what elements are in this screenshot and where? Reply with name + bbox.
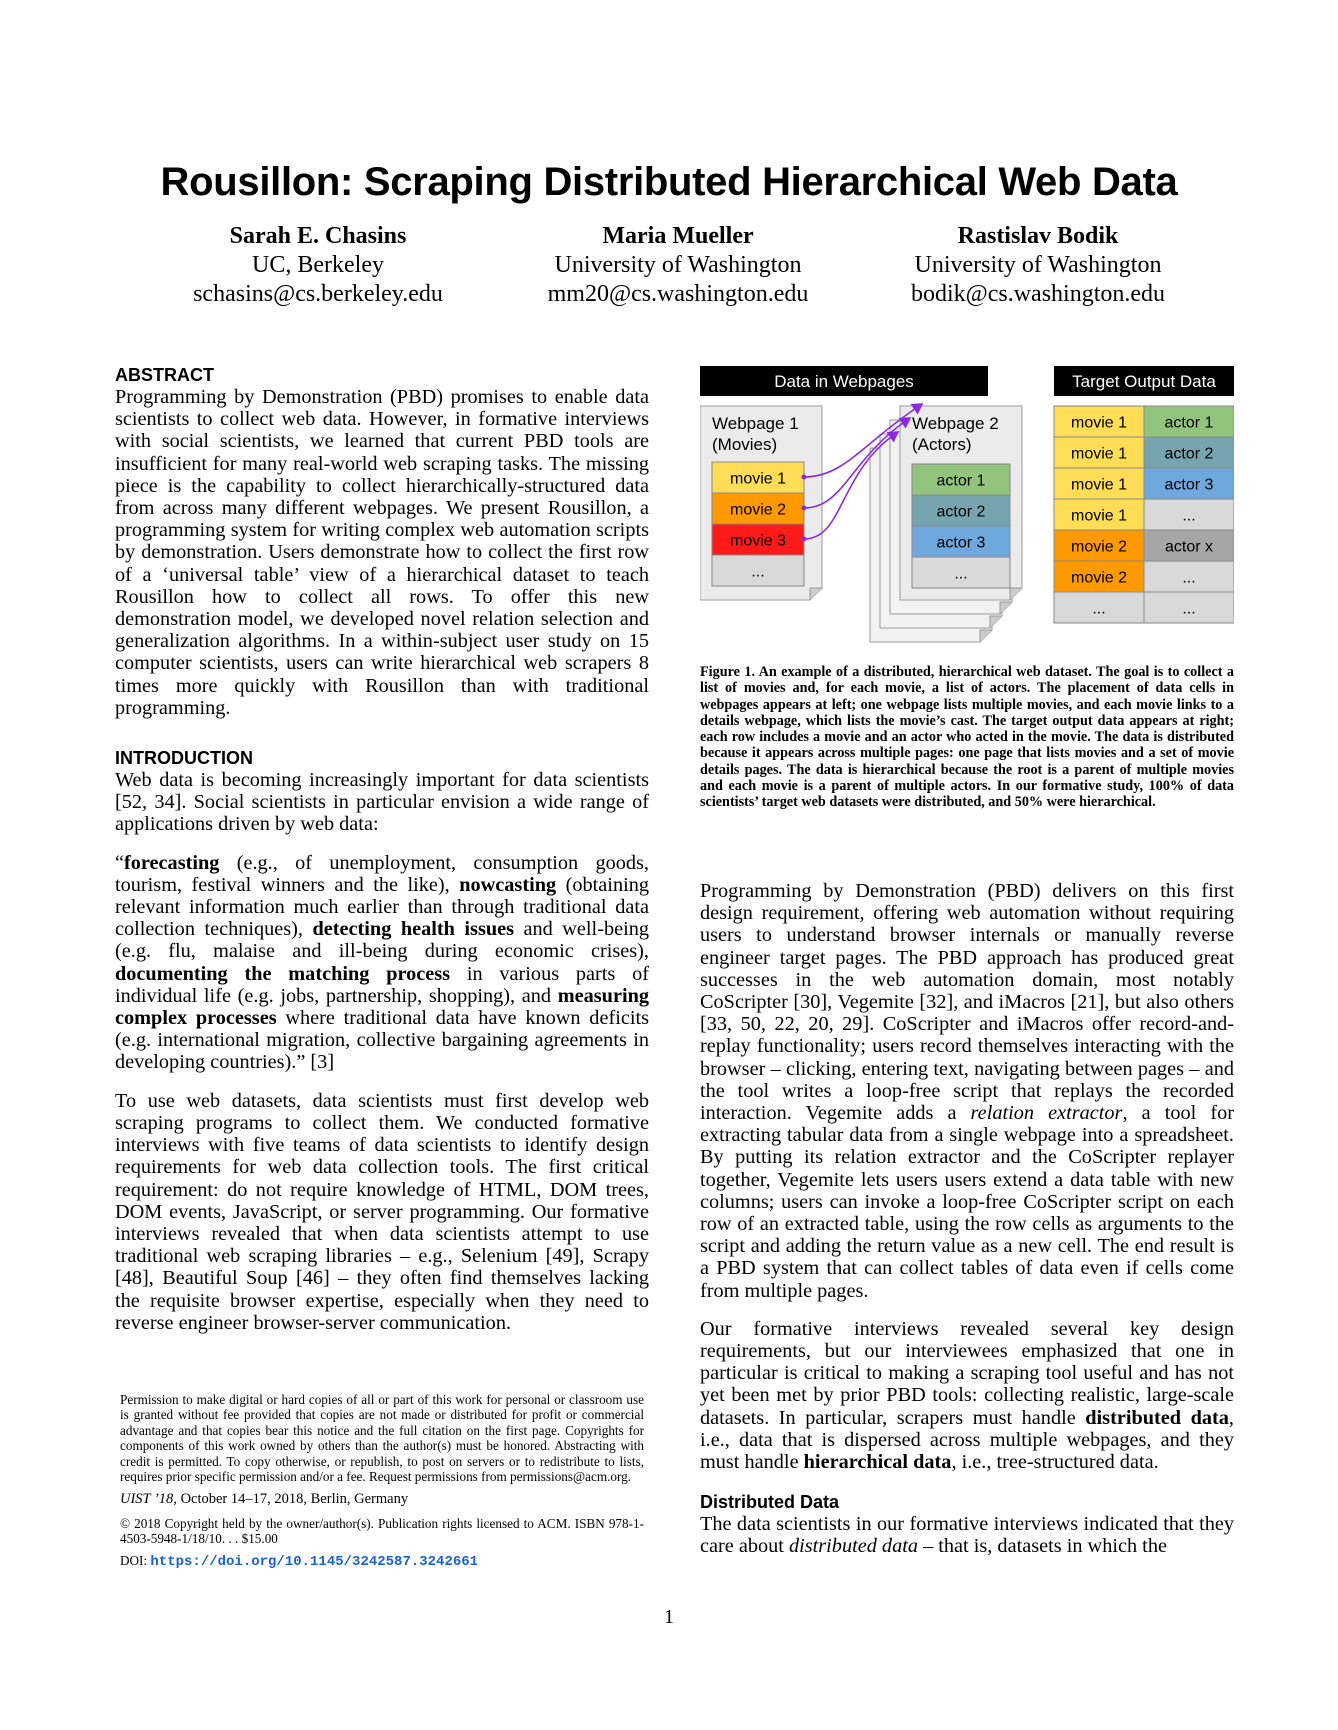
abstract-heading: ABSTRACT <box>115 365 214 385</box>
quote-bold-term: documenting the matching process <box>115 962 451 985</box>
output-actor-cell <box>1144 406 1234 437</box>
output-movie-cell <box>1054 437 1144 468</box>
doi-label: DOI: <box>120 1552 151 1568</box>
actor-cell <box>912 464 1010 495</box>
author-name: Rastislav Bodik <box>957 223 1119 249</box>
output-actor-cell <box>1144 561 1234 592</box>
output-movie-cell <box>1054 499 1144 530</box>
output-actor-cell <box>1144 530 1234 561</box>
author-affiliation: University of Washington <box>554 252 802 278</box>
author-email: mm20@cs.washington.edu <box>547 281 809 307</box>
output-actor-cell-label: ... <box>1182 600 1196 618</box>
quote-bold-term: detecting health issues <box>312 918 515 941</box>
output-movie-cell-label: movie 1 <box>1070 445 1128 463</box>
author-name: Sarah E. Chasins <box>229 223 407 249</box>
doi-line <box>120 1553 644 1570</box>
text-span: Our formative interviews revealed several key design requirements, but our interviewees emphasized that one in particular is critical to making a scraping tool useful and has not yet been met by prior PBD tools: collecting realistic, large-scale datasets. In particular, scrapers must handle <box>700 1317 1234 1429</box>
arrow-start-dot <box>802 506 807 511</box>
venue-name: UIST ’18, <box>120 1491 177 1508</box>
page-fold <box>990 616 1002 628</box>
page-fold <box>810 588 822 600</box>
output-actor-cell-label: actor 3 <box>1164 476 1214 494</box>
quote-text: where traditional data have known deficits (e.g. international migration, collective bargaining agreements in developing countries).” [3] <box>115 1007 649 1074</box>
bold-term: hierarchical data <box>803 1451 952 1474</box>
movie-cell-label: movie 2 <box>729 501 787 519</box>
page-fold <box>1000 602 1012 614</box>
left-header: Data in Webpages <box>774 372 914 391</box>
output-movie-cell-label: movie 1 <box>1070 507 1128 525</box>
left-column <box>115 364 649 1334</box>
actor-cell <box>912 557 1010 588</box>
output-movie-cell-label: movie 1 <box>1070 414 1128 432</box>
intro-paragraph-2: To use web datasets, data scientists must first develop web scraping programs to collect them. We conducted formative interviews with five teams of data scientists to identify design requirements for web data collection tools. The first critical requirement: do not require knowledge of HTML, DOM trees, DOM events, JavaScript, or server programming. Our formative interviews revealed that when data scientists attempt to use traditional web scraping libraries – e.g., Selenium [49], Scrapy [48], Beautiful Soup [46] – they often find themselves lacking the requisite browser expertise, especially when they need to reverse engineer browser-server communication. <box>115 1089 649 1334</box>
permission-block <box>120 1392 644 1570</box>
emphasis: relation extractor <box>970 1102 1123 1125</box>
text-span: , a tool for extracting tabular data from a single webpage into a spreadsheet. By putting its relation extractor and the CoScripter replayer together, Vegemite lets users users extend a data table with new columns; users can invoke a loop-free CoScripter script on each row of an extracted table, using the row cells as arguments to the script and adding the return value as a new cell. The end result is a PBD system that can collect tables of data even if cells come from multiple pages. <box>700 1102 1234 1302</box>
output-movie-cell-label: movie 2 <box>1070 538 1128 556</box>
text-span: The data scientists in our formative interviews indicated that they care about <box>700 1513 1234 1558</box>
author-email: schasins@cs.berkeley.edu <box>193 281 443 307</box>
page-number: 1 <box>664 1606 674 1628</box>
text-span: Programming by Demonstration (PBD) delivers on this first design requirement, offering web automation without requiring users to understand browser internals or manually reverse engineer target pages. The PBD approach has produced great successes in the web automation domain, most notably CoScripter [30], Vegemite [32], and iMacros [21], but also others [33, 50, 22, 20, 29]. CoScripter and iMacros offer record-and-replay functionality; users record themselves interacting with the browser – clicking, entering text, navigating between pages – and the tool writes a loop-free script that replays the recorded interaction. Vegemite adds a <box>700 880 1234 1125</box>
output-movie-cell-label: ... <box>1092 600 1106 618</box>
venue-line <box>120 1492 644 1507</box>
paper-title: Rousillon: Scraping Distributed Hierarchical Web Data <box>160 160 1178 204</box>
arrow-start-dot <box>802 475 807 480</box>
emphasis: distributed data <box>788 1535 918 1558</box>
intro-paragraph-1: Web data is becoming increasingly important for data scientists [52, 34]. Social scientists in particular envision a wide range of applications driven by web data: <box>115 769 649 836</box>
doi-link[interactable]: https://doi.org/10.1145/3242587.3242661 <box>150 1553 479 1570</box>
quote-text: (obtaining relevant information much earlier than through traditional data collection techniques), <box>115 873 649 941</box>
output-movie-cell <box>1054 592 1144 623</box>
output-actor-cell-label: actor 2 <box>1164 445 1214 463</box>
right-paragraph-3 <box>700 1513 1234 1557</box>
text-span: , i.e., data that is dispersed across multiple webpages, and they must handle <box>700 1406 1234 1474</box>
actor-cell-label: ... <box>954 565 968 583</box>
output-movie-cell <box>1054 468 1144 499</box>
bold-term: distributed data <box>1085 1406 1229 1429</box>
text-span: – that is, datasets in which the <box>918 1535 1167 1558</box>
actor-cell-label: actor 2 <box>936 503 986 521</box>
author-block-1 <box>138 222 498 309</box>
figure-1 <box>700 366 1234 648</box>
movie-cell <box>712 462 804 493</box>
right-paragraph-2 <box>700 1318 1234 1473</box>
webpage-2-subtitle: (Actors) <box>912 435 972 454</box>
output-movie-cell <box>1054 406 1144 437</box>
output-actor-cell <box>1144 499 1234 530</box>
output-movie-cell <box>1054 561 1144 592</box>
author-name: Maria Mueller <box>602 223 754 249</box>
actor-cell <box>912 526 1010 557</box>
output-actor-cell <box>1144 592 1234 623</box>
arrow-start-dot <box>802 537 807 542</box>
permission-text: Permission to make digital or hard copies of all or part of this work for personal or classroom use is granted without fee provided that copies are not made or distributed for profit or commercial advantage and that copies bear this notice and the full citation on the first page. Copyrights for components of this work owned by others than the author(s) must be honored. Abstracting with credit is permitted. To copy otherwise, or republish, to post on servers or to redistribute to lists, requires prior specific permission and/or a fee. Request permissions from permissions@acm.org. <box>120 1392 644 1485</box>
right-column <box>700 880 1234 1558</box>
movie-cell <box>712 493 804 524</box>
actor-cells <box>912 464 1010 588</box>
movie-cell <box>712 555 804 586</box>
copyright-text: © 2018 Copyright held by the owner/author(s). Publication rights licensed to ACM. ISBN 978-1-4503-5948-1/18/10. . . $15.00 <box>120 1515 644 1547</box>
movie-cell-label: movie 1 <box>729 470 787 488</box>
page-fold <box>980 630 992 642</box>
author-affiliation: UC, Berkeley <box>252 252 384 278</box>
quote-bold-term: measuring complex processes <box>115 984 649 1030</box>
text-span: , i.e., tree-structured data. <box>951 1451 1159 1474</box>
figure-caption: Figure 1. An example of a distributed, hierarchical web dataset. The goal is to collect a list of movies and, for each movie, a list of actors. The placement of data cells in webpages appears at left; one webpage lists multiple movies, and each movie links to a details webpage, which lists the movie’s cast. The target output data appears at right; each row includes a movie and an actor who acted in the movie. The data is distributed because it appears across multiple pages: one page that lists movies and a set of movie details pages. The data is hierarchical because the root is a parent of multiple movies and each movie is a parent of multiple actors. In our formative study, 100% of data scientists’ target web datasets were distributed, and 50% were hierarchical. <box>700 664 1234 811</box>
actor-cell <box>912 495 1010 526</box>
movie-cell-label: ... <box>751 563 765 581</box>
output-actor-cell <box>1144 437 1234 468</box>
page-fold <box>1010 588 1022 600</box>
quote-text: “ <box>115 851 125 874</box>
output-actor-cell-label: ... <box>1182 569 1196 587</box>
right-paragraph-1 <box>700 880 1234 1302</box>
intro-quote <box>115 852 649 1074</box>
output-movie-cell-label: movie 2 <box>1070 569 1128 587</box>
right-header: Target Output Data <box>1072 372 1216 391</box>
movie-cells <box>712 462 804 586</box>
author-email: bodik@cs.washington.edu <box>910 281 1166 307</box>
webpage-2-title: Webpage 2 <box>912 414 999 433</box>
author-block-3 <box>858 222 1218 309</box>
quote-text: (e.g., of unemployment, consumption goods, tourism, festival winners and the like), <box>115 851 649 896</box>
output-actor-cell-label: ... <box>1182 507 1196 525</box>
output-movie-cell-label: movie 1 <box>1070 476 1128 494</box>
quote-bold-term: nowcasting <box>459 873 557 896</box>
output-actor-cell-label: actor x <box>1164 538 1214 556</box>
output-table <box>1054 406 1234 623</box>
quote-text: in various parts of individual life (e.g. jobs, partnership, shopping), and <box>115 962 649 1007</box>
output-actor-cell <box>1144 468 1234 499</box>
webpage-1-title: Webpage 1 <box>712 414 799 433</box>
quote-text: and well-being (e.g. flu, malaise and ill-being during economic crises), <box>115 918 650 963</box>
webpage-1-subtitle: (Movies) <box>712 435 778 454</box>
venue-details: October 14–17, 2018, Berlin, Germany <box>176 1491 409 1508</box>
author-affiliation: University of Washington <box>914 252 1162 278</box>
introduction-heading: INTRODUCTION <box>115 748 253 769</box>
author-block-2 <box>498 222 858 309</box>
quote-bold-term: forecasting <box>124 851 220 874</box>
actor-cell-label: actor 3 <box>936 534 986 552</box>
output-actor-cell-label: actor 1 <box>1164 414 1214 432</box>
movie-cell-label: movie 3 <box>729 532 787 550</box>
actor-cell-label: actor 1 <box>936 472 986 490</box>
output-movie-cell <box>1054 530 1144 561</box>
abstract-text: Programming by Demonstration (PBD) promises to enable data scientists to collect web data. However, in formative interviews with social scientists, we learned that current PBD tools are insufficient for many real-world web scraping tasks. The missing piece is the capability to collect hierarchically-structured data from across many different webpages. We present Rousillon, a programming system for writing complex web automation scripts by demonstration. Users demonstrate how to collect the first row of a ‘universal table’ view of a hierarchical dataset to teach Rousillon how to collect all rows. To offer this new demonstration model, we developed novel relation selection and generalization algorithms. In a within-subject user study on 15 computer scientists, users can write hierarchical web scrapers 8 times more quickly with Rousillon than with traditional programming. <box>115 386 649 719</box>
distributed-data-heading: Distributed Data <box>700 1492 840 1513</box>
movie-cell <box>712 524 804 555</box>
